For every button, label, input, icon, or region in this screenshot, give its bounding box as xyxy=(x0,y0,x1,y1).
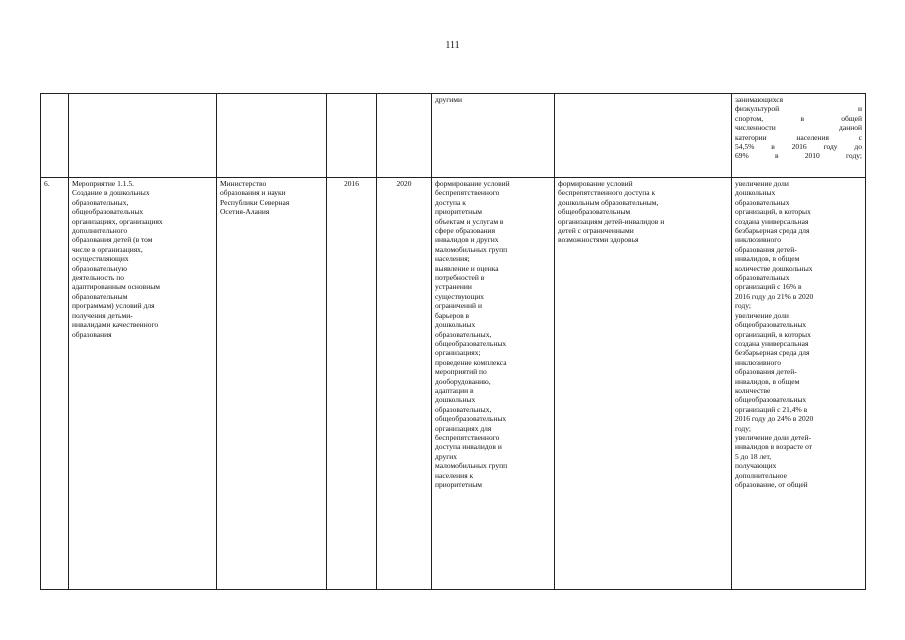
cell-activity xyxy=(69,94,217,178)
cell-indicators xyxy=(732,94,866,178)
cell-start-year xyxy=(327,94,377,178)
indicator-text: занимающихся физкультурой и спортом, в общей численности данной категории населения с 54,5% в 2016 году до 69% в 2010 году; xyxy=(735,95,862,161)
cell-number: 6. xyxy=(41,178,69,590)
table-row-activity-6 xyxy=(41,178,866,590)
cell-number xyxy=(41,94,69,178)
table-row-continuation xyxy=(41,94,866,178)
cell-expected-result: формирование условий беспрепятственного доступа к дошкольным образовательным, общеобразовательным организациям детей-инвалидов и детей с ограниченными возможностями здоровья xyxy=(555,178,732,590)
cell-indicators: увеличение доли дошкольных образовательных организаций, в которых создана универсальная безбарьерная среда для инклюзивного образования детей- инвалидов, в общем количестве дошкольных образовательных организаций с 16% в 2016 году до 21% в 2020 году; увеличение доли общеобразовательных организаций, в которых создана универсальная безбарьерная среда для инклюзивного образования детей- инвалидов, в общем количестве общеобразовательных организаций с 21,4% в 2016 году до 24% в 2020 году; увеличение доли детей- инвалидов в возрасте от 5 до 18 лет, получающих дополнительное образование, от общей xyxy=(732,178,866,590)
cell-expected-result xyxy=(555,94,732,178)
cell-end-year xyxy=(377,94,432,178)
cell-activity: Мероприятие 1.1.5. Создание в дошкольных образовательных, общеобразовательных организациях, организациях дополнительного образования детей (в том числе в организациях, осуществляющих образовательную деятельность по адаптированным основным образовательным программам) условий для получения детьми- инвалидами качественного образования xyxy=(69,178,217,590)
page-number: 111 xyxy=(445,40,460,51)
cell-start-year: 2016 xyxy=(327,178,377,590)
program-table xyxy=(40,93,866,590)
cell-executor: Министерство образования и науки Республики Северная Осетия-Алания xyxy=(217,178,327,590)
cell-directions: другими xyxy=(432,94,555,178)
cell-end-year: 2020 xyxy=(377,178,432,590)
cell-executor xyxy=(217,94,327,178)
cell-directions: формирование условий беспрепятственного доступа к приоритетным объектам и услугам в сфере образования инвалидов и других маломобильных групп населения; выявление и оценка потребностей в устранении существующих ограничений и барьеров в дошкольных образовательных, общеобразовательных организациях; проведение комплекса мероприятий по дооборудованию, адаптации в дошкольных образовательных, общеобразовательных организациях для беспрепятственного доступа инвалидов и других маломобильных групп населения к приоритетным xyxy=(432,178,555,590)
